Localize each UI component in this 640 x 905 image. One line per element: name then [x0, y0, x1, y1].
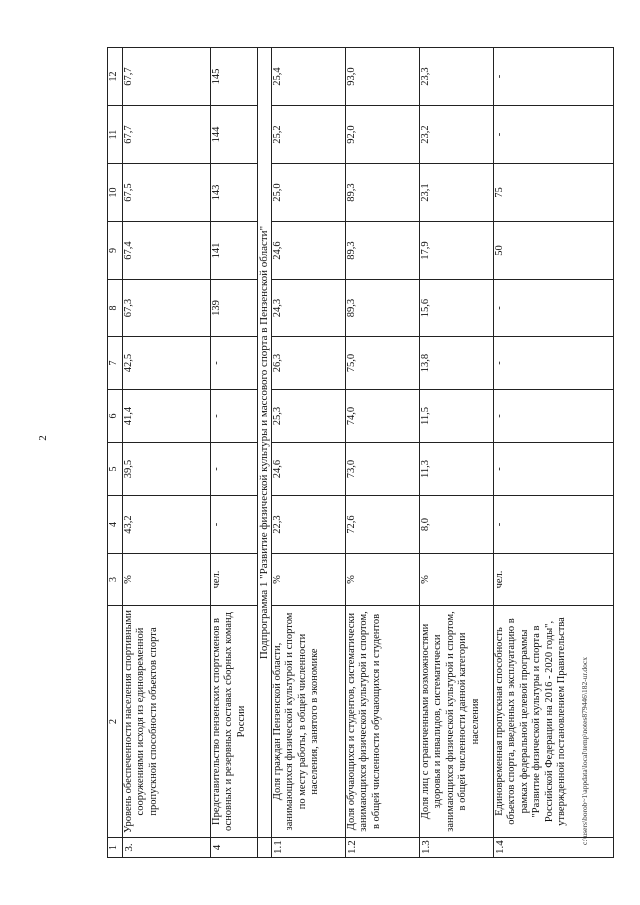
value-cell: 141: [211, 222, 258, 280]
value-cell: 24,6: [272, 222, 346, 280]
value-cell: 11,3: [420, 443, 494, 496]
value-cell: 41,4: [123, 390, 211, 443]
value-cell: 23,2: [420, 106, 494, 164]
value-cell: 50: [494, 222, 614, 280]
page-number: [36, 432, 49, 444]
value-cell: 74,0: [346, 390, 420, 443]
value-cell: 67,5: [123, 164, 211, 222]
subprogram-row: [258, 48, 272, 858]
value-cell: 24,6: [272, 443, 346, 496]
header-cell: 12: [108, 48, 123, 106]
unit: %: [346, 554, 420, 606]
unit: чел.: [494, 554, 614, 606]
header-cell: 8: [108, 280, 123, 337]
value-cell: 67,7: [123, 106, 211, 164]
table-row: [494, 48, 614, 858]
value-cell: 25,0: [272, 164, 346, 222]
indicator-name: Уровень обеспеченности населения спортивными сооружениями исходя из единовременной пропускной способности объектов спорта: [123, 606, 211, 838]
value-cell: 11,5: [420, 390, 494, 443]
value-cell: 22,3: [272, 496, 346, 554]
value-cell: -: [211, 337, 258, 390]
page-number-text: 2: [36, 435, 49, 441]
indicators-table: [107, 47, 614, 858]
value-cell: 93,0: [346, 48, 420, 106]
row-number: 1.2: [346, 838, 420, 858]
unit: %: [123, 554, 211, 606]
value-cell: 24,3: [272, 280, 346, 337]
header-cell: 11: [108, 106, 123, 164]
indicator-name: Единовременная пропускная способность объектов спорта, введенных в эксплуатацию в рамках федеральной целевой программы "Развитие физической культуры и спорта в Российской Федерации на 2016 - 2020 годы", утвержденной постановлением Правительства: [494, 606, 614, 838]
header-cell: 6: [108, 390, 123, 443]
value-cell: 15,6: [420, 280, 494, 337]
header-cell: 7: [108, 337, 123, 390]
value-cell: -: [494, 106, 614, 164]
footer-path: c:\users\borob~1\appdata\local\temp\notes879446\182-ur.docx: [580, 657, 589, 845]
header-row: [108, 48, 123, 858]
value-cell: 67,7: [123, 48, 211, 106]
header-cell: 10: [108, 164, 123, 222]
unit: %: [272, 554, 346, 606]
value-cell: 72,6: [346, 496, 420, 554]
value-cell: 23,3: [420, 48, 494, 106]
unit: %: [420, 554, 494, 606]
value-cell: -: [494, 337, 614, 390]
value-cell: 67,4: [123, 222, 211, 280]
value-cell: 89,3: [346, 222, 420, 280]
value-cell: 43,2: [123, 496, 211, 554]
table-row: [123, 48, 211, 858]
header-cell: 2: [108, 606, 123, 838]
value-cell: 23,1: [420, 164, 494, 222]
value-cell: -: [211, 496, 258, 554]
value-cell: 67,3: [123, 280, 211, 337]
header-cell: 4: [108, 496, 123, 554]
value-cell: 13,8: [420, 337, 494, 390]
table-row: [346, 48, 420, 858]
row-number: 3.: [123, 838, 211, 858]
value-cell: 17,9: [420, 222, 494, 280]
value-cell: 25,3: [272, 390, 346, 443]
value-cell: 144: [211, 106, 258, 164]
value-cell: -: [494, 280, 614, 337]
value-cell: 39,5: [123, 443, 211, 496]
value-cell: 25,2: [272, 106, 346, 164]
row-number: 1.4: [494, 838, 614, 858]
unit: чел.: [211, 554, 258, 606]
value-cell: 8,0: [420, 496, 494, 554]
value-cell: 26,3: [272, 337, 346, 390]
header-cell: 9: [108, 222, 123, 280]
table-row: [420, 48, 494, 858]
row-number: 1.1: [272, 838, 346, 858]
value-cell: -: [211, 390, 258, 443]
value-cell: 73,0: [346, 443, 420, 496]
value-cell: 89,3: [346, 164, 420, 222]
header-cell: 1: [108, 838, 123, 858]
indicator-name: Доля обучающихся и студентов, систематически занимающихся физической культурой и спортом, в общей численности обучающихся и студентов: [346, 606, 420, 838]
header-cell: 5: [108, 443, 123, 496]
value-cell: -: [494, 443, 614, 496]
value-cell: 42,5: [123, 337, 211, 390]
value-cell: 75,0: [346, 337, 420, 390]
row-number: 4: [211, 838, 258, 858]
value-cell: -: [211, 443, 258, 496]
subprogram-spacer: [258, 838, 272, 858]
row-number: 1.3: [420, 838, 494, 858]
rotated-table-container: [107, 48, 567, 858]
value-cell: 143: [211, 164, 258, 222]
value-cell: 145: [211, 48, 258, 106]
value-cell: -: [494, 496, 614, 554]
value-cell: 25,4: [272, 48, 346, 106]
indicator-name: Доля граждан Пензенской области, занимающихся физической культурой и спортом по месту работы, в общей численности населения, занятого в экономике: [272, 606, 346, 838]
table-row: [272, 48, 346, 858]
indicator-name: Представительство пензенских спортсменов в основных и резервных составах сборных команд России: [211, 606, 258, 838]
table-row: [211, 48, 258, 858]
value-cell: 92,0: [346, 106, 420, 164]
indicator-name: Доля лиц с ограниченными возможностями здоровья и инвалидов, систематически занимающихся физической культурой и спортом, в общей численности данной категории населения: [420, 606, 494, 838]
subprogram-title: Подпрограмма 1 "Развитие физической культуры и массового спорта в Пензенской области": [258, 48, 272, 838]
value-cell: -: [494, 390, 614, 443]
value-cell: 75: [494, 164, 614, 222]
value-cell: 139: [211, 280, 258, 337]
value-cell: 89,3: [346, 280, 420, 337]
value-cell: -: [494, 48, 614, 106]
header-cell: 3: [108, 554, 123, 606]
